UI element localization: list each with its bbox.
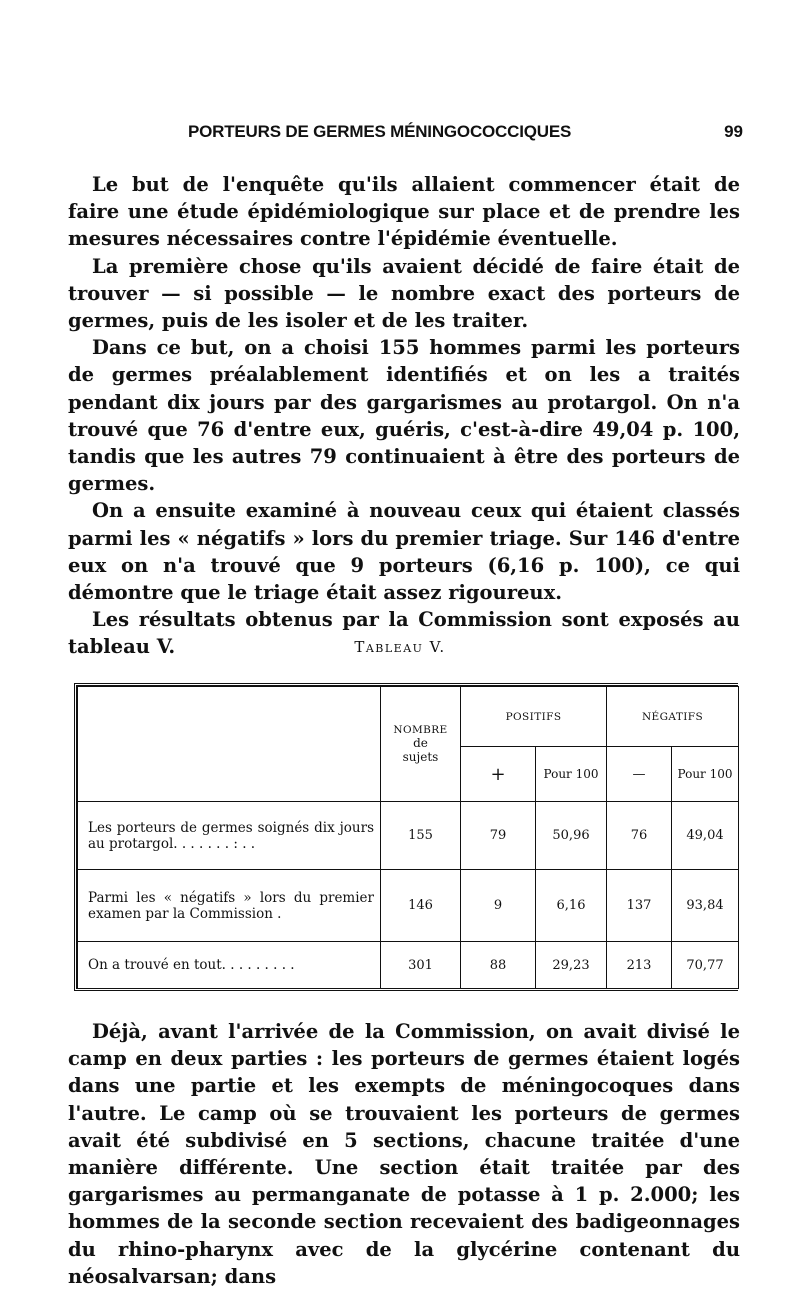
body-text-bottom xyxy=(68,1018,740,1290)
cell-negative-count: 137 xyxy=(607,870,672,942)
body-text-top xyxy=(68,171,740,661)
header-nombre: NOMBRE xyxy=(393,724,448,736)
cell-negative-count: 76 xyxy=(607,802,672,870)
cell-sujets: 301 xyxy=(381,942,461,989)
header-minus: — xyxy=(607,747,672,802)
row-label: Parmi les « négatifs » lors du premier examen par la Commission . xyxy=(78,870,381,942)
header-positifs: POSITIFS xyxy=(461,687,607,747)
paragraph: Déjà, avant l'arrivée de la Commission, on avait divisé le camp en deux parties : les porteurs de germes étaient logés dans une partie et les exempts de méningocoques dans l'autre. Le camp où se trouvaient les porteurs de germes avait été subdivisé en 5 sections, chacune traitée d'une manière différente. Une section était traitée par des gargarismes au permanganate de potasse à 1 p. 2.000; les hommes de la seconde section recevaient des badigeonnages du rhino-pharynx avec de la glycérine contenant du néosalvarsan; dans xyxy=(68,1020,740,1288)
results-table-grid xyxy=(77,686,739,989)
cell-negative-percent: 49,04 xyxy=(672,802,739,870)
header-nombre-sujets xyxy=(381,687,461,802)
cell-negative-count: 213 xyxy=(607,942,672,989)
results-table xyxy=(74,683,738,991)
paragraph: La première chose qu'ils avaient décidé de faire était de trouver — si possible — le nombre exact des porteurs de germes, puis de les isoler et de les traiter. xyxy=(68,254,740,333)
cell-positive-count: 79 xyxy=(461,802,536,870)
header-pour100-positive: Pour 100 xyxy=(536,747,607,802)
cell-positive-percent: 29,23 xyxy=(536,942,607,989)
table-caption: Tableau V. xyxy=(354,638,446,656)
running-title: PORTEURS DE GERMES MÉNINGOCOCCIQUES xyxy=(188,122,572,141)
header-de: de xyxy=(413,736,428,750)
page-number: 99 xyxy=(724,122,743,141)
cell-positive-percent: 6,16 xyxy=(536,870,607,942)
header-blank-cell xyxy=(78,687,381,802)
cell-sujets: 146 xyxy=(381,870,461,942)
table-header-row xyxy=(78,687,739,747)
running-head xyxy=(0,118,800,148)
table-row xyxy=(78,870,739,942)
cell-negative-percent: 70,77 xyxy=(672,942,739,989)
header-plus: + xyxy=(461,747,536,802)
paragraph: Le but de l'enquête qu'ils allaient commencer était de faire une étude épidémiologique sur place et de prendre les mesures nécessaires contre l'épidémie éventuelle. xyxy=(68,173,740,251)
cell-negative-percent: 93,84 xyxy=(672,870,739,942)
table-row xyxy=(78,802,739,870)
paragraph: Dans ce but, on a choisi 155 hommes parmi les porteurs de germes préalablement identifiés et on les a traités pendant dix jours par des gargarismes au protargol. On n'a trouvé que 76 d'entre eux, guéris, c'est-à-dire 49,04 p. 100, tandis que les autres 79 continuaient à être des porteurs de germes. xyxy=(68,336,740,496)
header-pour100-negative: Pour 100 xyxy=(672,747,739,802)
paragraph: Les résultats obtenus par la Commission sont exposés au tableau V. xyxy=(68,608,740,659)
header-sujets: sujets xyxy=(402,750,439,764)
row-label: On a trouvé en tout. . . . . . . . . xyxy=(78,942,381,989)
table-row xyxy=(78,942,739,989)
cell-positive-count: 88 xyxy=(461,942,536,989)
header-negatifs: NÉGATIFS xyxy=(607,687,739,747)
cell-positive-count: 9 xyxy=(461,870,536,942)
cell-sujets: 155 xyxy=(381,802,461,870)
cell-positive-percent: 50,96 xyxy=(536,802,607,870)
row-label: Les porteurs de germes soignés dix jours au protargol. . . . . . . : . . xyxy=(78,802,381,870)
paragraph: On a ensuite examiné à nouveau ceux qui étaient classés parmi les « négatifs » lors du premier triage. Sur 146 d'entre eux on n'a trouvé que 9 porteurs (6,16 p. 100), ce qui démontre que le triage était assez rigoureux. xyxy=(68,499,740,605)
